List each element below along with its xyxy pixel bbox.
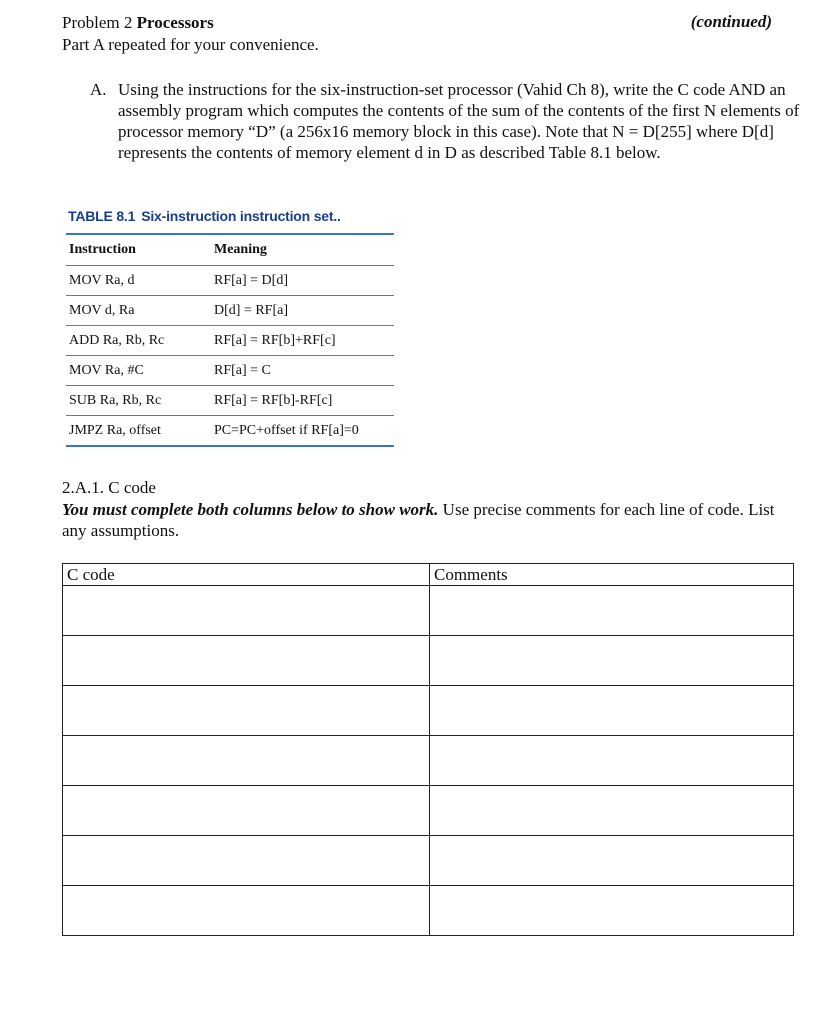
meaning-cell: D[d] = RF[a] [214, 302, 288, 318]
meaning-cell: RF[a] = RF[b]-RF[c] [214, 392, 333, 408]
c-code-cell[interactable] [63, 836, 430, 886]
c-code-cell[interactable] [63, 786, 430, 836]
c-code-cell[interactable] [63, 886, 430, 936]
c-code-cell[interactable] [63, 636, 430, 686]
question-a [90, 79, 810, 163]
instruction-cell: ADD Ra, Rb, Rc [69, 332, 165, 348]
question-label: A. [90, 80, 107, 99]
comments-cell[interactable] [430, 736, 794, 786]
table-row [66, 356, 394, 386]
question-text: Using the instructions for the six-instruction-set processor (Vahid Ch 8), write the C code AND an assembly program which computes the contents of the sum of the contents of the first N elements of processor memory “D” (a 256x16 memory block in this case). Note that N = D[255] where D[d] represents the contents of memory element d in D as described Table 8.1 below. [118, 80, 800, 162]
worksheet-row [63, 686, 794, 736]
instruction-cell: MOV Ra, #C [69, 362, 144, 378]
instruction-emphasis: You must complete both columns below to show work. [62, 500, 439, 519]
meaning-cell: PC=PC+offset if RF[a]=0 [214, 422, 359, 438]
problem-topic: Processors [136, 13, 214, 32]
subtitle: Part A repeated for your convenience. [62, 35, 319, 54]
header-instruction: Instruction [69, 242, 136, 257]
worksheet-row [63, 736, 794, 786]
section-instructions [62, 499, 792, 541]
worksheet-row [63, 836, 794, 886]
continued-label: (continued) [690, 12, 772, 31]
instruction-cell: MOV Ra, d [69, 272, 135, 288]
worksheet-row [63, 786, 794, 836]
meaning-cell: RF[a] = RF[b]+RF[c] [214, 332, 336, 348]
table-caption-title: Six-instruction instruction set.. [141, 208, 341, 224]
table-row [66, 416, 394, 447]
instruction-cell: SUB Ra, Rb, Rc [69, 392, 162, 408]
table-row [66, 386, 394, 416]
table-row [66, 266, 394, 296]
problem-header [62, 12, 214, 34]
table-row [66, 326, 394, 356]
worksheet-header-row [63, 564, 794, 586]
header-meaning: Meaning [214, 242, 267, 257]
comments-cell[interactable] [430, 886, 794, 936]
instruction-rest: Use precise comments for each line of code. List any assumptions. [62, 500, 775, 540]
meaning-cell: RF[a] = C [214, 362, 271, 378]
table-row [66, 296, 394, 326]
instruction-cell: JMPZ Ra, offset [69, 422, 161, 438]
header-comments: Comments [430, 564, 794, 586]
section-title: 2.A.1. C code [62, 478, 156, 497]
instruction-cell: MOV d, Ra [69, 302, 135, 318]
comments-cell[interactable] [430, 686, 794, 736]
c-code-worksheet [62, 563, 794, 936]
c-code-cell[interactable] [63, 586, 430, 636]
comments-cell[interactable] [430, 786, 794, 836]
instruction-set-table [66, 233, 394, 447]
header-c-code: C code [63, 564, 430, 586]
c-code-cell[interactable] [63, 686, 430, 736]
comments-cell[interactable] [430, 586, 794, 636]
meaning-cell: RF[a] = D[d] [214, 272, 288, 288]
table-caption [68, 208, 341, 224]
c-code-cell[interactable] [63, 736, 430, 786]
table-caption-number: TABLE 8.1 [68, 208, 136, 224]
worksheet-row [63, 636, 794, 686]
worksheet-row [63, 586, 794, 636]
comments-cell[interactable] [430, 836, 794, 886]
worksheet-row [63, 886, 794, 936]
table-header-row [66, 234, 394, 266]
problem-number: Problem 2 [62, 13, 133, 32]
comments-cell[interactable] [430, 636, 794, 686]
